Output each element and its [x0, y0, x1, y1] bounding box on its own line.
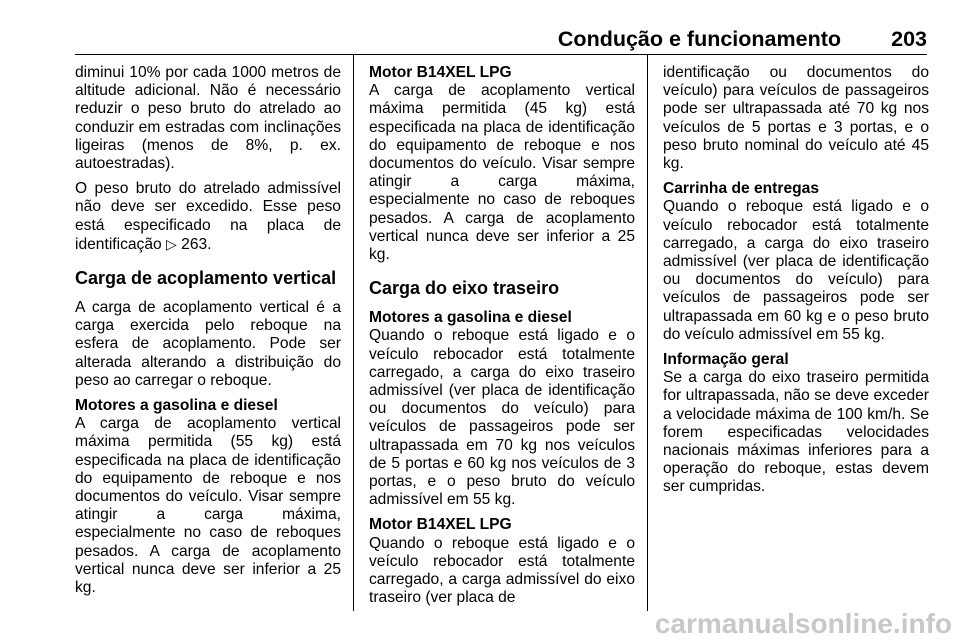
paragraph-text: O peso bruto do atrelado admissível não deve ser excedido. Esse peso está especificado na placa de identificação [75, 180, 341, 253]
subsection [369, 64, 635, 264]
page-number: 203 [891, 27, 927, 51]
section-heading: Carga do eixo traseiro [369, 278, 560, 299]
subsection-body: A carga de acoplamento vertical máxima permitida (55 kg) está especificada na placa de identificação do equipamento de reboque e nos documentos do veículo. Visar sempre atingir a carga máxima, especialmente no caso de reboques pesados. A carga de acoplamento vertical nunca deve ser inferior a 25 kg. [75, 415, 341, 597]
column-1 [75, 64, 341, 604]
column-3 [663, 64, 929, 504]
subsection-title: Informação geral [663, 351, 789, 369]
subsection [369, 516, 635, 607]
page-reference-arrow-icon: ▷ [166, 235, 177, 252]
subsection-title: Motores a gasolina e diesel [75, 397, 278, 415]
section-heading: Carga de acoplamento vertical [75, 268, 337, 289]
watermark: carmanualsonline.info [654, 608, 952, 639]
subsection [663, 180, 929, 344]
header-divider [75, 54, 927, 55]
page-header [75, 26, 927, 52]
subsection-title: Carrinha de entregas [663, 180, 819, 198]
subsection-body: Quando o reboque está ligado e o veículo rebocador está totalmente carregado, a carga do eixo traseiro admissível (ver placa de identificação ou documentos do veículo) para veículos de passageiros pode ser ultrapassada em 60 kg e o peso bruto do veículo admissível em 55 kg. [663, 198, 929, 343]
paragraph: A carga de acoplamento vertical é a carga exercida pelo reboque na esfera de acoplamento. Pode ser alterada alterando a distribuição do peso ao carregar o reboque. [75, 299, 341, 389]
subsection-body: A carga de acoplamento vertical máxima permitida (45 kg) está especificada na placa de identificação do equipamento de reboque e nos documentos do veículo. Visar sempre atingir a carga máxima, especialmente no caso de reboques pesados. A carga de acoplamento vertical nunca deve ser inferior a 25 kg. [369, 82, 635, 264]
subsection [75, 397, 341, 597]
subsection-body: Quando o reboque está ligado e o veículo rebocador está totalmente carregado, a carga do eixo traseiro admissível (ver placa de identificação ou documentos do veículo) para veículos de passageiros pode ser ultrapassada em 70 kg nos veículos de 5 portas e 60 kg nos veículos de 3 portas, e o peso bruto do veículo admissível em 55 kg. [369, 327, 635, 509]
column-divider [353, 55, 354, 611]
subsection-body: Quando o reboque está ligado e o veículo rebocador está totalmente carregado, a carga admissível do eixo traseiro (ver placa de [369, 534, 635, 607]
subsection [663, 351, 929, 497]
column-divider [647, 55, 648, 611]
subsection [369, 309, 635, 509]
paragraph: diminui 10% por cada 1000 metros de altitude adicional. Não é necessário reduzir o peso bruto do atrelado ao conduzir em estradas com inclinações ligeiras (menos de 8%, p. ex. autoestradas). [75, 64, 341, 173]
subsection-title: Motores a gasolina e diesel [369, 309, 572, 327]
section-title: Condução e funcionamento [557, 27, 841, 51]
subsection-title: Motor B14XEL LPG [369, 516, 512, 534]
paragraph: identificação ou documentos do veículo) para veículos de passageiros pode ser ultrapassada até 70 kg nos veículos de 5 portas e 3 portas, e o peso bruto nominal do veículo até 45 kg. [663, 64, 929, 173]
column-2 [369, 64, 635, 614]
page-reference[interactable]: 263. [181, 235, 212, 253]
subsection-body: Se a carga do eixo traseiro permitida for ultrapassada, não se deve exceder a velocidade máxima de 100 km/h. Se forem especificadas velocidades nacionais máximas inferiores para a operação do reboque, estas devem ser cumpridas. [663, 369, 929, 496]
subsection-title: Motor B14XEL LPG [369, 64, 512, 81]
paragraph [75, 180, 341, 254]
